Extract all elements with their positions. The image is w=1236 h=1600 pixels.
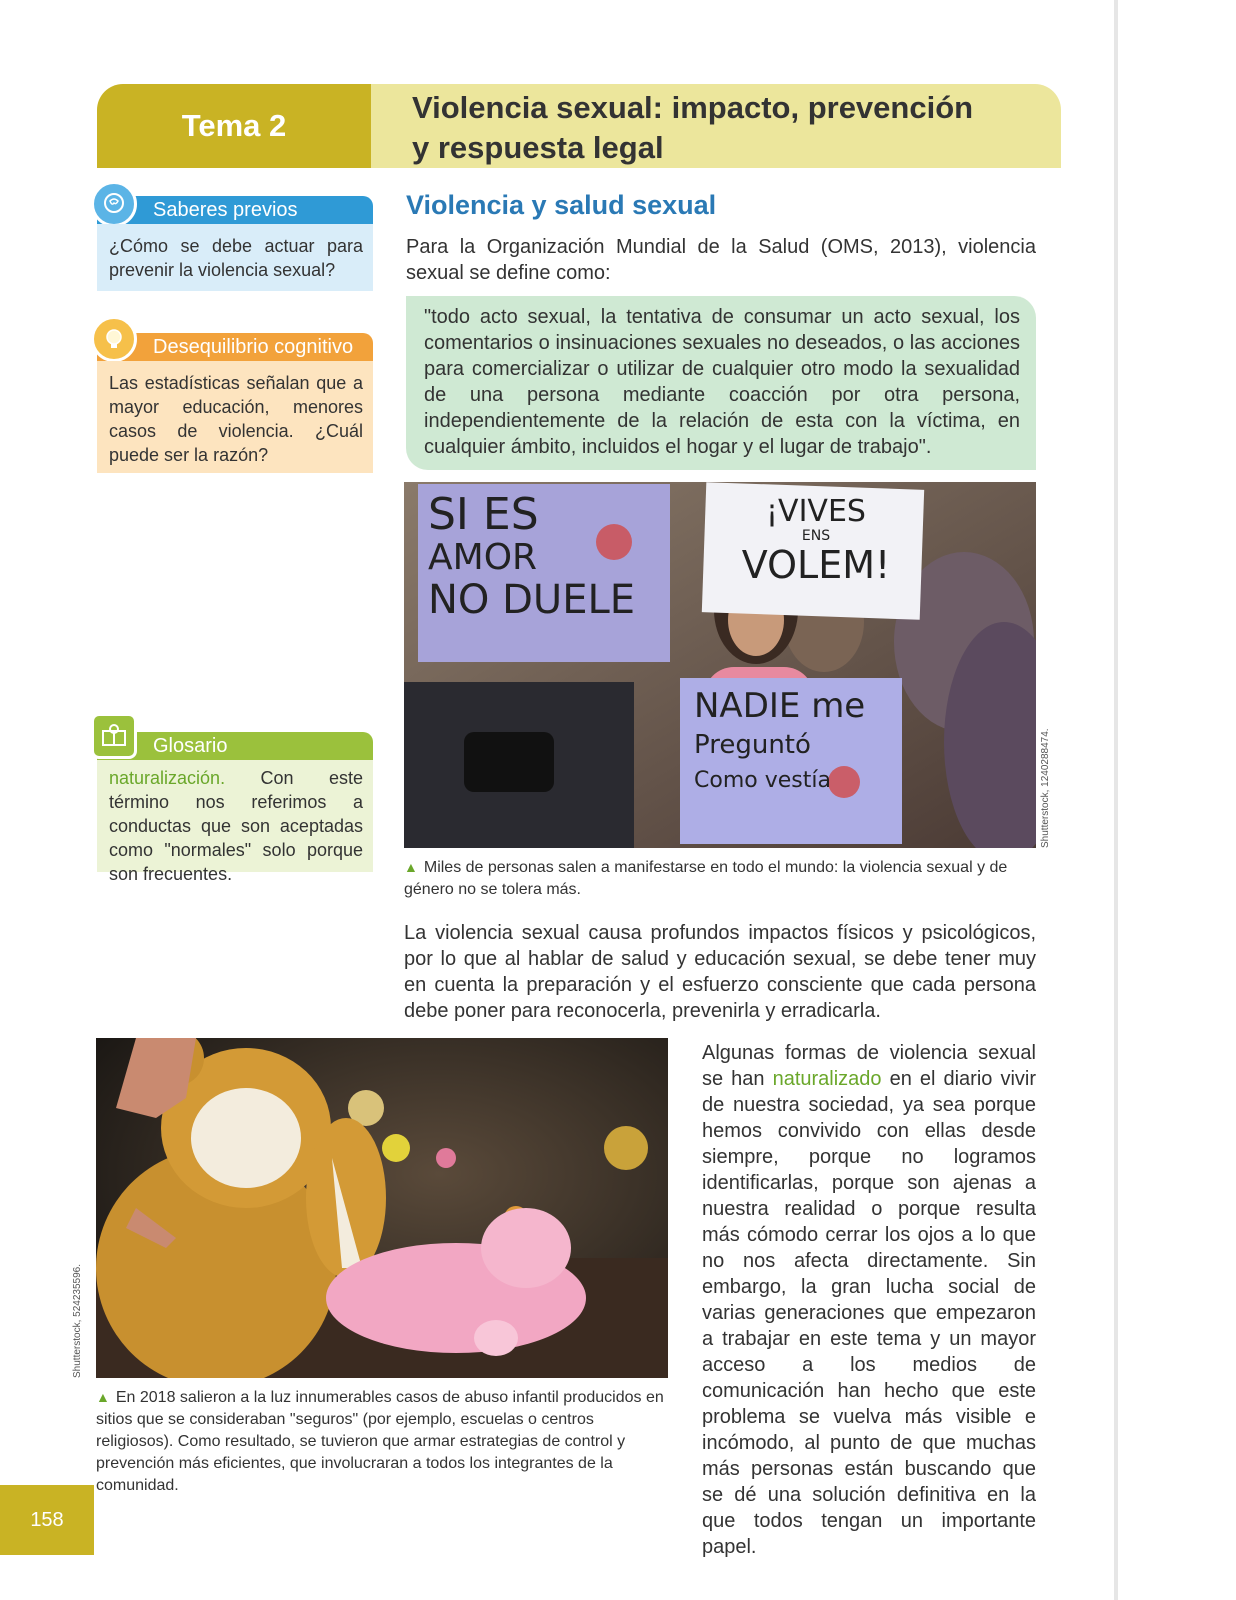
caption-triangle-icon: ▲ bbox=[404, 859, 418, 875]
photo2-caption bbox=[96, 1386, 668, 1497]
glosario-term: naturalización. bbox=[109, 768, 226, 788]
intro-paragraph: Para la Organización Mundial de la Salud (OMS, 2013), violencia sexual se define como: bbox=[406, 236, 1036, 284]
page-title bbox=[412, 88, 1052, 168]
quote-text: "todo acto sexual, la tentativa de consumar un acto sexual, los comentarios o insinuaciones sexuales no deseados, o las acciones para comercializar o utilizar de cualquier otro modo la sexualidad de una persona mediante coacción por otra persona, independientemente de la relación de esta con la víctima, en cualquier ámbito, incluidos el hogar y el lugar de trabajo". bbox=[424, 306, 1020, 458]
photo1-caption-text: Miles de personas salen a manifestarse en todo el mundo: la violencia sexual y de género no se tolera más. bbox=[404, 859, 1008, 898]
sign2-line3: VOLEM! bbox=[741, 543, 891, 587]
impact-paragraph: La violencia sexual causa profundos impactos físicos y psicológicos, por lo que al hablar de salud y educación sexual, se debe tener muy en cuenta la preparación y el esfuerzo consciente que cada persona debe poner para reconocerla, prevenirla y erradicarla. bbox=[404, 922, 1036, 1022]
para3-term: naturalizado bbox=[772, 1068, 882, 1090]
page-edge-divider bbox=[1114, 0, 1118, 1600]
protest-photo bbox=[404, 482, 1036, 848]
sign1-line1: SI ES bbox=[428, 489, 539, 540]
page-title-line1: Violencia sexual: impacto, prevención bbox=[412, 90, 974, 125]
desequilibrio-heading: Desequilibrio cognitivo bbox=[97, 333, 373, 361]
caption-triangle-icon: ▲ bbox=[96, 1389, 110, 1405]
glosario-text bbox=[97, 760, 373, 884]
sign2-line2: ENS bbox=[801, 528, 831, 544]
desequilibrio-text: Las estadísticas señalan que a mayor educación, menores casos de violencia. ¿Cuál puede ser la razón? bbox=[97, 361, 373, 473]
page-title-line2: y respuesta legal bbox=[412, 130, 664, 165]
photo1-caption bbox=[404, 856, 1036, 901]
saberes-previos-text: ¿Cómo se debe actuar para prevenir la violencia sexual? bbox=[97, 224, 373, 291]
sign3-line1: NADIE me bbox=[694, 686, 866, 726]
section-title: Violencia y salud sexual bbox=[406, 190, 717, 220]
para3-before: Algunas formas de violencia sexual se han bbox=[702, 1042, 1036, 1090]
sign2-line1: ¡VIVES bbox=[766, 494, 866, 529]
sign1-line2: AMOR bbox=[428, 537, 538, 578]
lightbulb-icon bbox=[91, 316, 137, 362]
photo2-caption-text: En 2018 salieron a la luz innumerables casos de abuso infantil producidos en sitios que se consideraban "seguros" (por ejemplo, escuelas o centros religiosos). Como resultado, se tuvieron que armar estrategias de control y prevención más eficientes, que involucraran a todos los integrantes de la comunidad. bbox=[96, 1389, 664, 1494]
naturalization-paragraph bbox=[702, 1040, 1036, 1560]
page-number-text: 158 bbox=[30, 1508, 64, 1531]
definition-quote bbox=[406, 296, 1036, 470]
photo2-credit: Shutterstock, 524235596. bbox=[72, 1264, 83, 1378]
tema-text: Tema 2 bbox=[181, 108, 287, 143]
para3-after: en el diario vivir de nuestra sociedad, ya sea porque hemos convivido con ellas desde siempre, porque no logramos identificarlas, porque son ajenas a nuestra realidad o porque resulta más cómodo cerrar los ojos a lo que no nos afecta directamente. Sin embargo, la gran lucha social de varias generaciones que empezaron a trabajar en este tema y un mayor acceso a los medios de comunicación han hecho que este problema se vuelva más visible e incómodo, al punto de que muchas más personas están buscando que se dé una solución definitiva en la que todos tengan un importante papel. bbox=[702, 1068, 1036, 1558]
tema-label bbox=[97, 84, 371, 168]
glosario-definition: Con este término nos referimos a conductas que son aceptadas como "normales" solo porque son frecuentes. bbox=[109, 768, 363, 884]
brain-head-icon bbox=[91, 181, 137, 227]
sign3-line2: Preguntó bbox=[694, 730, 811, 760]
sign1-line3: NO DUELE bbox=[428, 577, 636, 623]
photo1-credit: Shutterstock, 1240288474. bbox=[1040, 728, 1051, 848]
teddy-bear-photo bbox=[96, 1038, 668, 1378]
sign3-line3: Como vestía bbox=[694, 768, 831, 793]
glosario-heading: Glosario bbox=[97, 732, 373, 760]
saberes-previos-heading: Saberes previos bbox=[97, 196, 373, 224]
book-icon bbox=[91, 713, 137, 759]
page-number bbox=[0, 1485, 94, 1555]
